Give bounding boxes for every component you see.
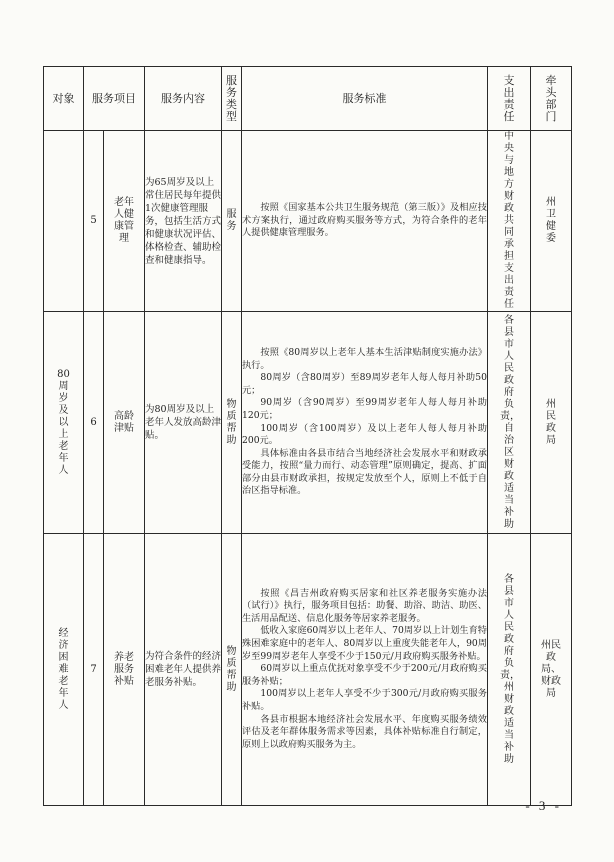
row-type: 物质帮助: [222, 534, 242, 806]
header-target: 对象: [44, 67, 84, 131]
header-type: 服务类型: [222, 67, 242, 131]
standard-paragraph: 90周岁（含90周岁）至99周岁老年人每人每月补助120元；: [242, 397, 487, 421]
row-content: 为65周岁及以上常住居民每年提供1次健康管理服务，包括生活方式和健康状况评估、体格检查、辅助检查和健康指导。: [145, 131, 222, 312]
row-standard: [242, 312, 488, 534]
table-row: [44, 534, 572, 806]
standard-paragraph: 按照《国家基本公共卫生服务规范（第三版）》及相应技术方案执行，通过政府购买服务等方式，为符合条件的老年人提供健康管理服务。: [242, 202, 487, 239]
row-type: 物质帮助: [222, 312, 242, 534]
row-standard: [242, 534, 488, 806]
standard-paragraph: 按照《昌吉州政府购买居家和社区养老服务实施办法（试行）》执行，服务项目包括：助餐、助浴、助洁、助医、生活用品配送、信息化服务等居家养老服务。: [242, 587, 487, 624]
row-number: 6: [84, 312, 104, 534]
row-dept: 州民政局: [531, 312, 572, 534]
row-standard: [242, 131, 488, 312]
standard-paragraph: 按照《80周岁以上老年人基本生活津贴制度实施办法》执行。: [242, 346, 487, 371]
standard-paragraph: 具体标准由各县市结合当地经济社会发展水平和财政承受能力，按照“量力而行、动态管理”原则确定，提高、扩面部分由县市财政承担，按规定发放至个人，原则上不低于自治区指导标准。: [242, 447, 487, 497]
services-table: [43, 66, 572, 806]
row-expense: 各县市人民政府负责，州财政适当补助: [488, 534, 531, 806]
row-content: 为80周岁及以上老年人发放高龄津贴。: [145, 312, 222, 534]
row-expense: 中央与地方财政共同承担支出责任: [488, 131, 531, 312]
row-dept: 州卫健委: [531, 131, 572, 312]
table-row: [44, 312, 572, 534]
row-item: 老年人健康管理: [104, 131, 145, 312]
header-standard: 服务标准: [242, 67, 488, 131]
standard-paragraph: 80周岁（含80周岁）至89周岁老年人每人每月补助50元；: [242, 372, 487, 396]
standard-paragraph: 100周岁（含100周岁）及以上老年人每人每月补助200元。: [242, 422, 487, 447]
row-number: 5: [84, 131, 104, 312]
standard-paragraph: 60周岁以上重点优抚对象享受不少于200元/月政府购买服务补贴；: [242, 663, 487, 687]
row-target: [44, 131, 84, 312]
header-row: [44, 67, 572, 131]
row-number: 7: [84, 534, 104, 806]
row-item: 养老服务补贴: [104, 534, 145, 806]
header-content: 服务内容: [145, 67, 222, 131]
row-item: 高龄津贴: [104, 312, 145, 534]
page-number: - 3 -: [525, 798, 562, 813]
header-expense: 支出责任: [488, 67, 531, 131]
header-item: 服务项目: [84, 67, 145, 131]
row-content: 为符合条件的经济困难老年人提供养老服务补贴。: [145, 534, 222, 806]
row-dept: 州民政局、财政局: [531, 534, 572, 806]
header-dept: 牵头部门: [531, 67, 572, 131]
row-target: 经济困难老年人: [44, 534, 84, 806]
standard-paragraph: 各县市根据本地经济社会发展水平、年度购买服务绩效评估及老年群体服务需求等因素，具体补贴标准自行制定，原则上以政府购买服务为主。: [242, 713, 487, 750]
table-row: [44, 131, 572, 312]
standard-paragraph: 100周岁以上老年人享受不少于300元/月政府购买服务补贴。: [242, 688, 487, 712]
row-type: 服务: [222, 131, 242, 312]
row-target: 80周岁及以上老年人: [44, 312, 84, 534]
standard-paragraph: 低收入家庭60周岁以上老年人、70周岁以上计划生育特殊困难家庭中的老年人、80周岁以上重度失能老年人，90周岁至99周岁老年人享受不少于150元/月政府购买服务补贴。: [242, 625, 487, 662]
row-expense: 各县市人民政府负责，自治区财政适当补助: [488, 312, 531, 534]
